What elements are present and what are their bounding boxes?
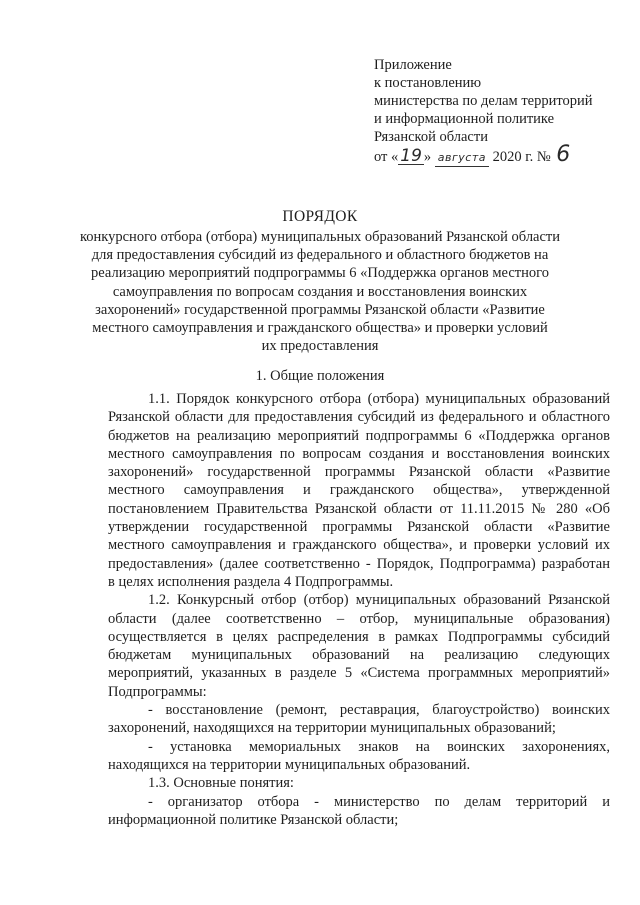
paragraph-line: в целях исполнения раздела 4 Подпрограммы. — [108, 573, 394, 590]
body-text — [108, 390, 610, 829]
paragraph-line: Рязанской области для предоставления субсидий из федерального и областного — [108, 409, 610, 426]
paragraph-line: 1.1. Порядок конкурсного отбора (отбора) муниципальных образований — [148, 391, 610, 407]
paragraph-line: местного самоуправления по вопросам создания и восстановления воинских — [108, 445, 610, 462]
subtitle-line: местного самоуправления и гражданского общества» и проверки условий — [92, 320, 548, 337]
appendix-line: и информационной политике — [374, 111, 555, 127]
paragraph-line: захоронений» государственной программы Рязанской области «Развитие — [108, 464, 610, 481]
paragraph-line: бюджетов на реализацию мероприятий подпрограммы 6 «Поддержка органов — [108, 427, 610, 444]
date-mid: » — [423, 149, 432, 165]
list-item-line: - установка мемориальных знаков на воинских захоронениях, — [148, 738, 610, 755]
appendix-line: к постановлению — [374, 75, 482, 91]
paragraph-line: местного самоуправления и гражданского общества», утвержденной — [108, 482, 610, 499]
subtitle-line: для предоставления субсидий из федерального и областного бюджетов на — [91, 247, 549, 264]
list-item-line: - восстановление (ремонт, реставрация, благоустройство) воинских — [148, 702, 610, 719]
paragraph-line: предоставления» (далее соответственно - Порядок, Подпрограмма) разработан — [108, 555, 610, 572]
section-heading: 1. Общие положения — [255, 368, 385, 384]
list-item-line: информационной политике Рязанской области; — [108, 811, 399, 828]
document-subtitle — [0, 228, 640, 355]
appendix-line: министерства по делам территорий — [374, 93, 593, 109]
paragraph-line: бюджетам муниципальных образований на реализацию следующих — [108, 647, 610, 664]
document-title: ПОРЯДОК — [282, 208, 358, 225]
appendix-line: Приложение — [374, 57, 452, 73]
handwritten-number: 6 — [556, 142, 571, 167]
paragraph-line: осуществляется в целях распределения в рамках Подпрограммы субсидий — [108, 628, 610, 645]
subtitle-line: захоронений» государственной программы Рязанской области «Развитие — [95, 301, 545, 318]
handwritten-month: августа — [435, 150, 489, 167]
date-prefix: от « — [374, 149, 399, 165]
paragraph-line: 1.2. Конкурсный отбор (отбор) муниципальных образований Рязанской — [148, 592, 610, 609]
paragraph-line: утверждении государственной программы Рязанской области «Развитие — [108, 519, 610, 536]
subtitle-line: самоуправления по вопросам создания и восстановления воинских — [112, 283, 528, 300]
year-suffix: 2020 г. № — [492, 149, 551, 165]
paragraph-line: Подпрограммы: — [108, 683, 207, 700]
appendix-date-line — [374, 142, 624, 167]
paragraph-line: области (далее соответственно – отбор, муниципальные образования) — [108, 610, 610, 627]
list-item-line: - организатор отбора - министерство по делам территорий и — [148, 793, 610, 810]
list-item-line: находящихся на территории муниципальных образований. — [108, 756, 471, 773]
list-item-line: захоронений, находящихся на территории муниципальных образований; — [108, 720, 556, 737]
paragraph-line: постановлением Правительства Рязанской области от 11.11.2015 № 280 «Об — [108, 500, 610, 517]
subtitle-line: конкурсного отбора (отбора) муниципальных образований Рязанской области — [79, 229, 561, 245]
handwritten-day: 19 — [400, 146, 422, 166]
paragraph-line: местного самоуправления и гражданского общества», и проверки условий их — [108, 537, 610, 554]
appendix-block — [374, 56, 624, 167]
subtitle-line: их предоставления — [261, 338, 379, 355]
subtitle-line: реализацию мероприятий подпрограммы 6 «Поддержка органов местного — [91, 265, 549, 282]
paragraph-line: 1.3. Основные понятия: — [148, 775, 294, 792]
paragraph-line: мероприятий, указанных в разделе 5 «Система программных мероприятий» — [108, 665, 610, 682]
appendix-line: Рязанской области — [374, 129, 488, 145]
